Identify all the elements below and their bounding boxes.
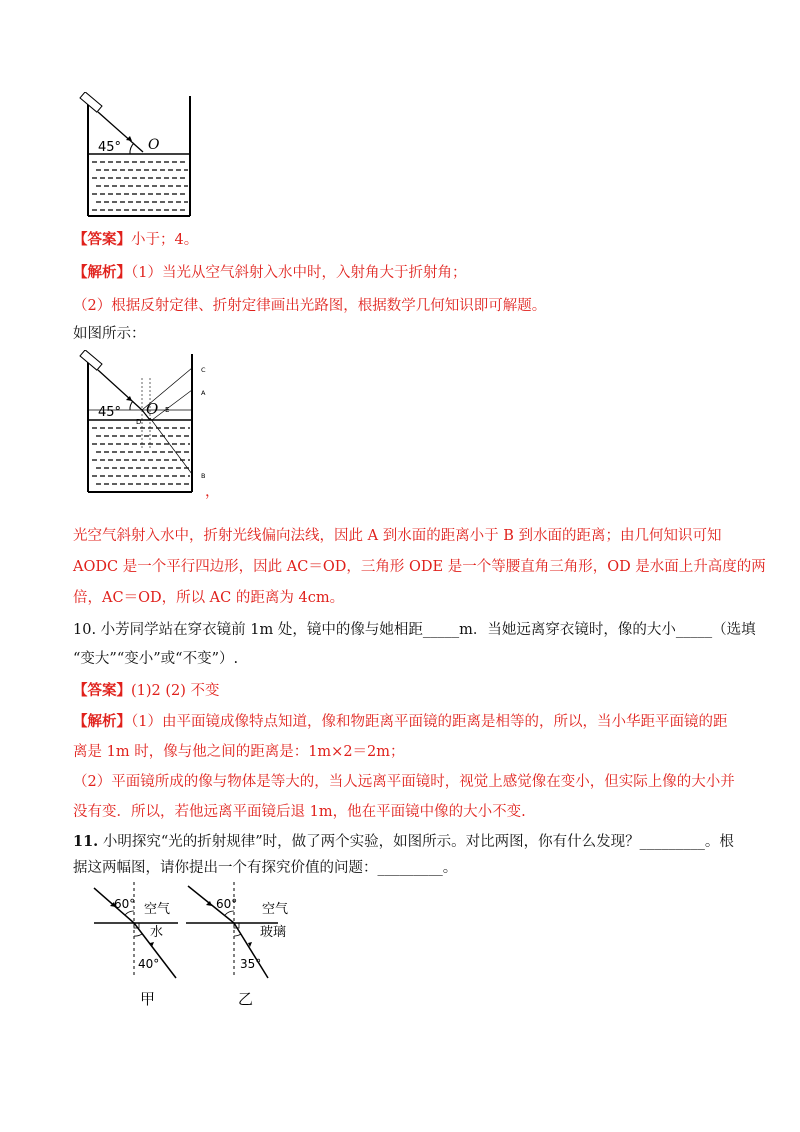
q10-analysis-2: 离是 1m 时，像与他之间的距离是：1m×2＝2m；: [73, 744, 405, 760]
question-number: 11.: [73, 833, 99, 850]
answer-text: 小于；4。: [131, 232, 199, 248]
analysis-tag: 【解析】: [73, 713, 131, 730]
explanation-line-3: 倍，AC＝OD，所以 AC 的距离为 4cm。: [73, 590, 345, 606]
q11-question-line-1: [73, 832, 733, 852]
medium-bottom-label: 玻璃: [260, 925, 287, 940]
analysis-text: （1）当光从空气斜射入水中时，入射角大于折射角；: [131, 265, 467, 281]
point-o-label: O: [146, 400, 159, 418]
figure-comma: ，: [205, 484, 220, 500]
question-text: 小明探究“光的折射规律”时，做了两个实验，如图所示。对比两图，你有什么发现？_________。根: [98, 834, 734, 850]
refraction-figure-right: [182, 880, 302, 1010]
answer-tag: 【答案】: [73, 682, 131, 699]
q11-question-line-2: 据这两幅图，请你提出一个有探究价值的问题：_________。: [73, 860, 458, 876]
container-figure-1: [70, 92, 200, 222]
as-shown-text: 如图所示：: [73, 326, 146, 342]
medium-top-label: 空气: [262, 902, 289, 917]
q10-question-line-2: “变大”“变小”或“不变”）.: [73, 651, 239, 667]
q9-analysis-2: （2）根据反射定律、折射定律画出光路图，根据数学几何知识即可解题。: [73, 298, 547, 314]
point-o-label: O: [148, 137, 160, 153]
answer-tag: 【答案】: [73, 231, 131, 248]
explanation-line-2: AODC 是一个平行四边形，因此 AC＝OD，三角形 ODE 是一个等腰直角三角形，OD 是水面上升高度的两: [73, 559, 766, 575]
point-e-label: E: [165, 406, 170, 414]
answer-text: (1)2 (2) 不变: [131, 683, 220, 699]
q10-analysis-1: [73, 712, 733, 732]
explanation-line-1: 光空气斜射入水中，折射光线偏向法线，因此 A 到水面的距离小于 B 到水面的距离；由几何知识可知: [73, 528, 722, 544]
q10-answer: [73, 681, 733, 701]
q9-analysis-1: [73, 263, 733, 283]
incident-angle-label: 60°: [114, 897, 136, 911]
refract-angle-label: 35°: [240, 957, 262, 971]
medium-bottom-label: 水: [150, 925, 164, 940]
flashlight-icon: [80, 92, 102, 112]
point-c-label: C: [201, 366, 206, 374]
incident-angle-label: 60°: [216, 897, 238, 911]
q10-question-line-1: 10. 小芳同学站在穿衣镜前 1m 处，镜中的像与她相距_____m．当她远离穿衣镜时，像的大小_____（选填: [73, 622, 756, 638]
angle-label-45: 45°: [98, 405, 122, 420]
caption-yi: 乙: [238, 990, 254, 1008]
analysis-text: （1）由平面镜成像特点知道，像和物距离平面镜的距离是相等的，所以，当小华距平面镜的距: [131, 714, 728, 730]
refract-angle-label: 40°: [138, 957, 160, 971]
flashlight-icon: [80, 350, 102, 370]
caption-jia: 甲: [140, 990, 156, 1008]
point-b-label: B: [201, 472, 206, 480]
point-d-label: D: [136, 418, 142, 426]
q10-analysis-3: （2）平面镜所成的像与物体是等大的，当人远离平面镜时，视觉上感觉像在变小，但实际上像的大小并: [73, 774, 735, 790]
angle-label-45: 45°: [98, 140, 122, 155]
q10-analysis-4: 没有变．所以，若他远离平面镜后退 1m，他在平面镜中像的大小不变.: [73, 804, 526, 820]
point-a-label: A: [201, 389, 206, 397]
medium-top-label: 空气: [144, 902, 171, 917]
q9-answer: [73, 230, 733, 250]
container-figure-2: [70, 350, 220, 500]
analysis-tag: 【解析】: [73, 264, 131, 281]
